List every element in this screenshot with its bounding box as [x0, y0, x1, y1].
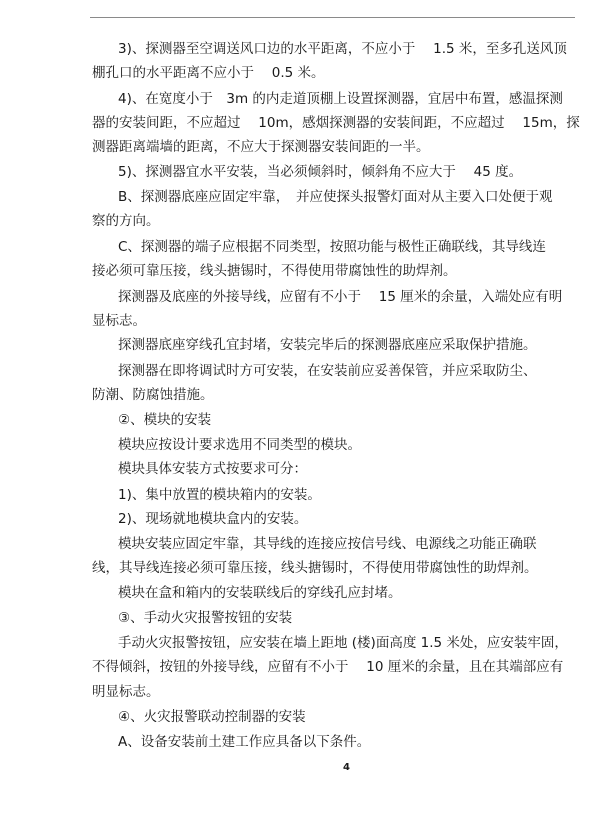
text-line: 3)、探测器至空调送风口边的水平距离，不应小于 1.5 米，至多孔送风顶 [118, 41, 567, 57]
text-line: 显标志。 [92, 313, 146, 329]
text-line: 模块安装应固定牢靠，其导线的连接应按信号线、电源线之功能正确联 [118, 536, 537, 552]
text-line: 不得倾斜，按钮的外接导线，应留有不小于 10 厘米的余量，且在其端部应有 [92, 659, 564, 675]
text-line: 棚孔口的水平距离不应小于 0.5 米。 [92, 65, 325, 81]
text-line: 2)、现场就地模块盒内的安装。 [118, 511, 308, 527]
header-rule [90, 17, 575, 18]
text-line: 手动火灾报警按钮，应安装在墙上距地 (楼)面高度 1.5 米处，应安装牢固， [118, 635, 568, 651]
text-line: 探测器及底座的外接导线，应留有不小于 15 厘米的余量，入端处应有明 [118, 289, 563, 305]
section-heading: ②、模块的安装 [118, 412, 212, 428]
text-line: 模块应按设计要求选用不同类型的模块。 [118, 437, 361, 453]
text-line: 模块具体安装方式按要求可分： [118, 461, 307, 477]
text-line: 器的安装间距，不应超过 10m，感烟探测器的安装间距，不应超过 15m，探 [92, 115, 580, 131]
text-line: 探测器在即将调试时方可安装，在安装前应妥善保管，并应采取防尘、 [118, 363, 537, 379]
page-number: 4 [343, 762, 350, 773]
text-line: 察的方向。 [92, 213, 160, 229]
section-heading: ③、手动火灾报警按钮的安装 [118, 610, 293, 626]
text-line: B、探测器底座应固定牢靠， 并应使探头报警灯面对从主要入口处便于观 [118, 189, 553, 205]
text-line: 线，其导线连接必须可靠压接，线头搪锡时，不得使用带腐蚀性的助焊剂。 [92, 560, 538, 576]
text-line: 模块在盒和箱内的安装联线后的穿线孔应封堵。 [118, 585, 402, 601]
text-line: A、设备安装前土建工作应具备以下条件。 [118, 734, 371, 750]
text-line: 4)、在宽度小于 3m 的内走道顶棚上设置探测器，宜居中布置，感温探测 [118, 91, 563, 107]
text-line: 1)、集中放置的模块箱内的安装。 [118, 487, 321, 503]
text-line: 探测器底座穿线孔宜封堵，安装完毕后的探测器底座应采取保护措施。 [118, 337, 537, 353]
text-line: 防潮、防腐蚀措施。 [92, 387, 214, 403]
section-heading: ④、火灾报警联动控制器的安装 [118, 709, 306, 725]
text-line: 测器距离端墙的距离，不应大于探测器安装间距的一半。 [92, 139, 430, 155]
text-line: 接必须可靠压接，线头搪锡时，不得使用带腐蚀性的助焊剂。 [92, 263, 457, 279]
text-line: 明显标志。 [92, 684, 160, 700]
text-line: C、探测器的端子应根据不同类型，按照功能与极性正确联线，其导线连 [118, 239, 546, 255]
text-line: 5)、探测器宜水平安装，当必须倾斜时，倾斜角不应大于 45 度。 [118, 164, 523, 180]
